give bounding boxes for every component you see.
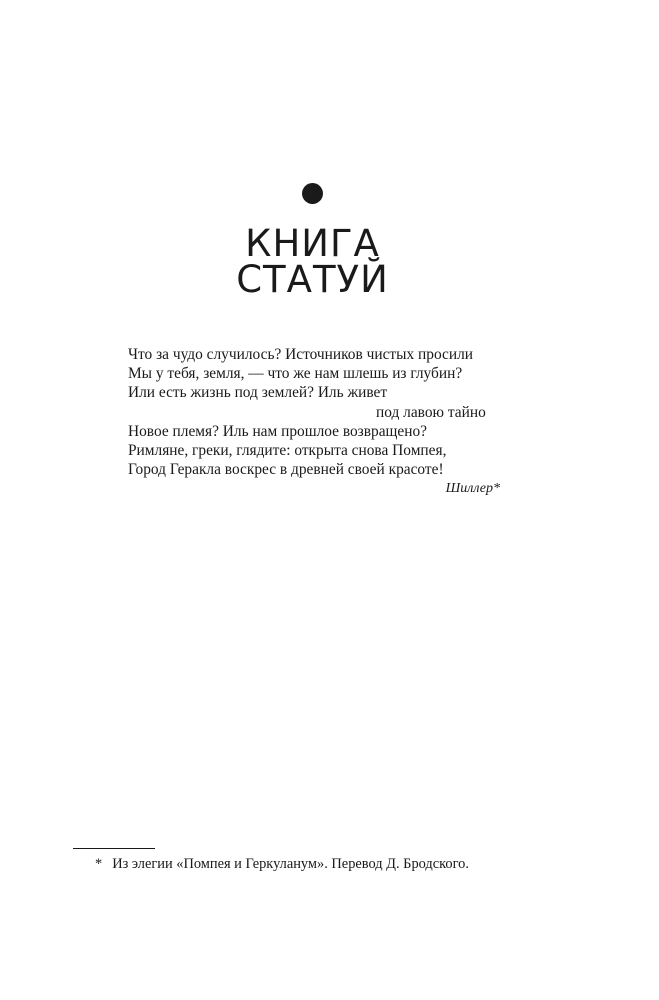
ornament-dot [302,183,323,204]
footnote-text: Из элегии «Помпея и Геркуланум». Перевод Д. Бродского. [112,856,469,872]
footnote-mark: * [95,856,103,872]
footnote-divider [73,848,155,849]
epigraph-attribution: Шиллер* [445,481,500,496]
poem-line: Новое племя? Иль нам прошлое возвращено? [128,422,427,440]
poem-line: Город Геракла воскрес в древней своей красоте! [128,461,444,479]
poem-line: Мы у тебя, земля, — что же нам шлешь из глубин? [128,365,463,383]
poem-line-indented: под лавою тайно [376,403,486,421]
epigraph-poem [128,345,508,479]
chapter-title-line-2: СТАТУЙ [236,258,389,301]
poem-line: Римляне, греки, глядите: открыта снова Помпея, [128,442,447,460]
footnote [95,856,469,873]
poem-line: Или есть жизнь под землей? Иль живет [128,384,388,402]
poem-line: Что за чудо случилось? Источников чистых просили [128,346,474,363]
chapter-title-line-1: КНИГА [245,222,380,265]
